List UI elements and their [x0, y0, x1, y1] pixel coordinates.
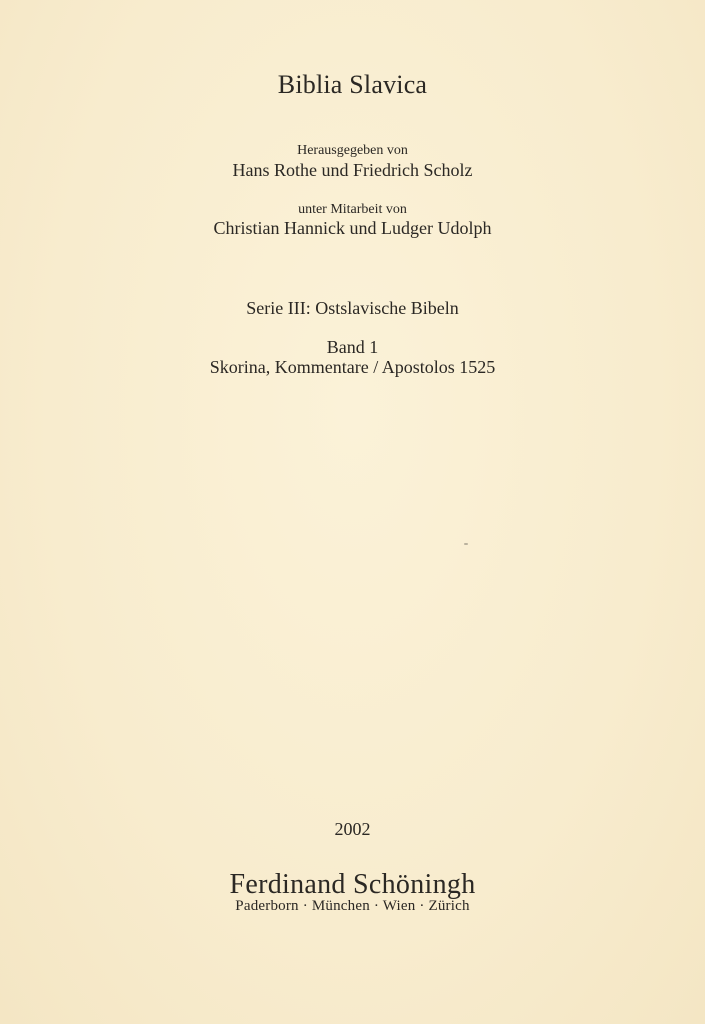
paper-speck — [464, 543, 468, 545]
collaborators-names: Christian Hannick und Ludger Udolph — [213, 218, 492, 238]
publisher-name: Ferdinand Schöningh — [229, 869, 476, 900]
publisher-cities: Paderborn · München · Wien · Zürich — [235, 898, 470, 914]
editors-names: Hans Rothe und Friedrich Scholz — [232, 160, 473, 180]
band-number: Band 1 — [326, 337, 379, 357]
collaboration-label: unter Mitarbeit von — [298, 202, 407, 217]
publication-year: 2002 — [334, 819, 371, 839]
series-title: Biblia Slavica — [277, 70, 428, 99]
volume-title: Skorina, Kommentare / Apostolos 1525 — [209, 357, 496, 377]
editors-label: Herausgegeben von — [297, 143, 408, 158]
serie-line: Serie III: Ostslavische Bibeln — [246, 298, 459, 318]
